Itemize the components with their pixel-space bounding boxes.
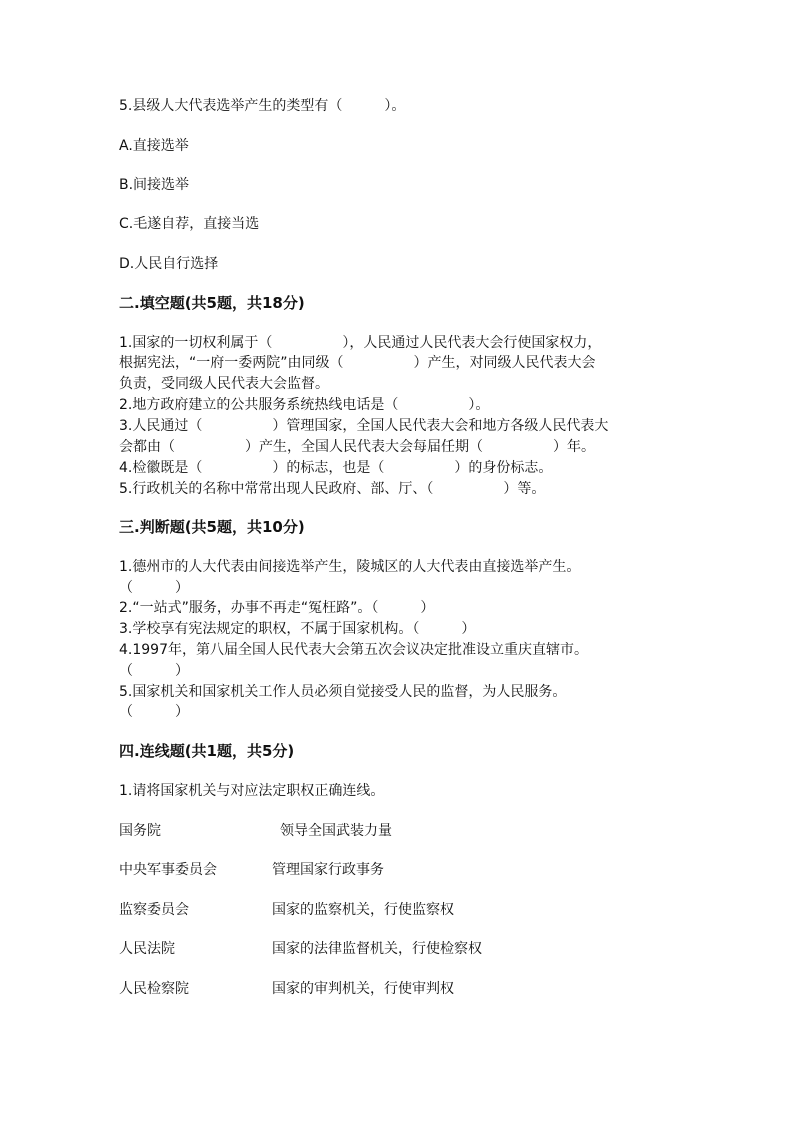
s2-line-3: 负责，受同级人民代表大会监督。: [119, 376, 329, 392]
match-right-1: 领导全国武装力量: [280, 823, 392, 839]
s3-line-2: （ ）: [119, 580, 189, 596]
s2-line-6: 会都由（ ）产生，全国人民代表大会每届任期（ ）年。: [119, 439, 595, 455]
match-left-3: 监察委员会: [119, 902, 189, 918]
s3-line-6: （ ）: [119, 663, 189, 679]
s2-line-5: 3.人民通过（ ）管理国家，全国人民代表大会和地方各级人民代表大: [119, 418, 609, 434]
match-right-3: 国家的监察机关，行使监察权: [272, 902, 454, 918]
q5-stem: 5.县级人大代表选举产生的类型有（ ）。: [119, 98, 406, 114]
match-left-2: 中央军事委员会: [119, 862, 217, 878]
q5-option-b: B.间接选举: [119, 177, 190, 193]
s2-line-1: 1.国家的一切权利属于（ ），人民通过人民代表大会行使国家权力，: [119, 335, 602, 351]
s3-line-1: 1.德州市的人大代表由间接选举产生，陵城区的人大代表由直接选举产生。: [119, 559, 581, 575]
s2-line-2: 根据宪法，“一府一委两院”由同级（ ）产生，对同级人民代表大会: [119, 355, 596, 371]
s3-line-3: 2.“一站式”服务，办事不再走“冤枉路”。（ ）: [119, 600, 435, 616]
s4-question: 1.请将国家机关与对应法定职权正确连线。: [119, 783, 385, 799]
q5-option-d: D.人民自行选择: [119, 256, 219, 272]
section2-title: 二.填空题(共5题，共18分): [119, 294, 305, 312]
match-right-5: 国家的审判机关，行使审判权: [272, 981, 454, 997]
match-right-2: 管理国家行政事务: [272, 862, 384, 878]
q5-option-a: A.直接选举: [119, 138, 189, 154]
section3-title: 三.判断题(共5题，共10分): [119, 518, 305, 536]
s3-line-4: 3.学校享有宪法规定的职权，不属于国家机构。（ ）: [119, 621, 476, 637]
s2-line-8: 5.行政机关的名称中常常出现人民政府、部、厅、（ ）等。: [119, 481, 546, 497]
match-left-4: 人民法院: [119, 941, 175, 957]
s3-line-8: （ ）: [119, 704, 189, 720]
match-left-5: 人民检察院: [119, 981, 189, 997]
q5-option-c: C.毛遂自荐，直接当选: [119, 216, 260, 232]
s3-line-7: 5.国家机关和国家机关工作人员必须自觉接受人民的监督，为人民服务。: [119, 684, 567, 700]
s2-line-4: 2.地方政府建立的公共服务系统热线电话是（ ）。: [119, 397, 490, 413]
match-right-4: 国家的法律监督机关，行使检察权: [272, 941, 482, 957]
section4-title: 四.连线题(共1题，共5分): [119, 742, 295, 760]
match-left-1: 国务院: [119, 823, 161, 839]
s3-line-5: 4.1997年，第八届全国人民代表大会第五次会议决定批准设立重庆直辖市。: [119, 642, 588, 658]
s2-line-7: 4.检徽既是（ ）的标志，也是（ ）的身份标志。: [119, 460, 553, 476]
